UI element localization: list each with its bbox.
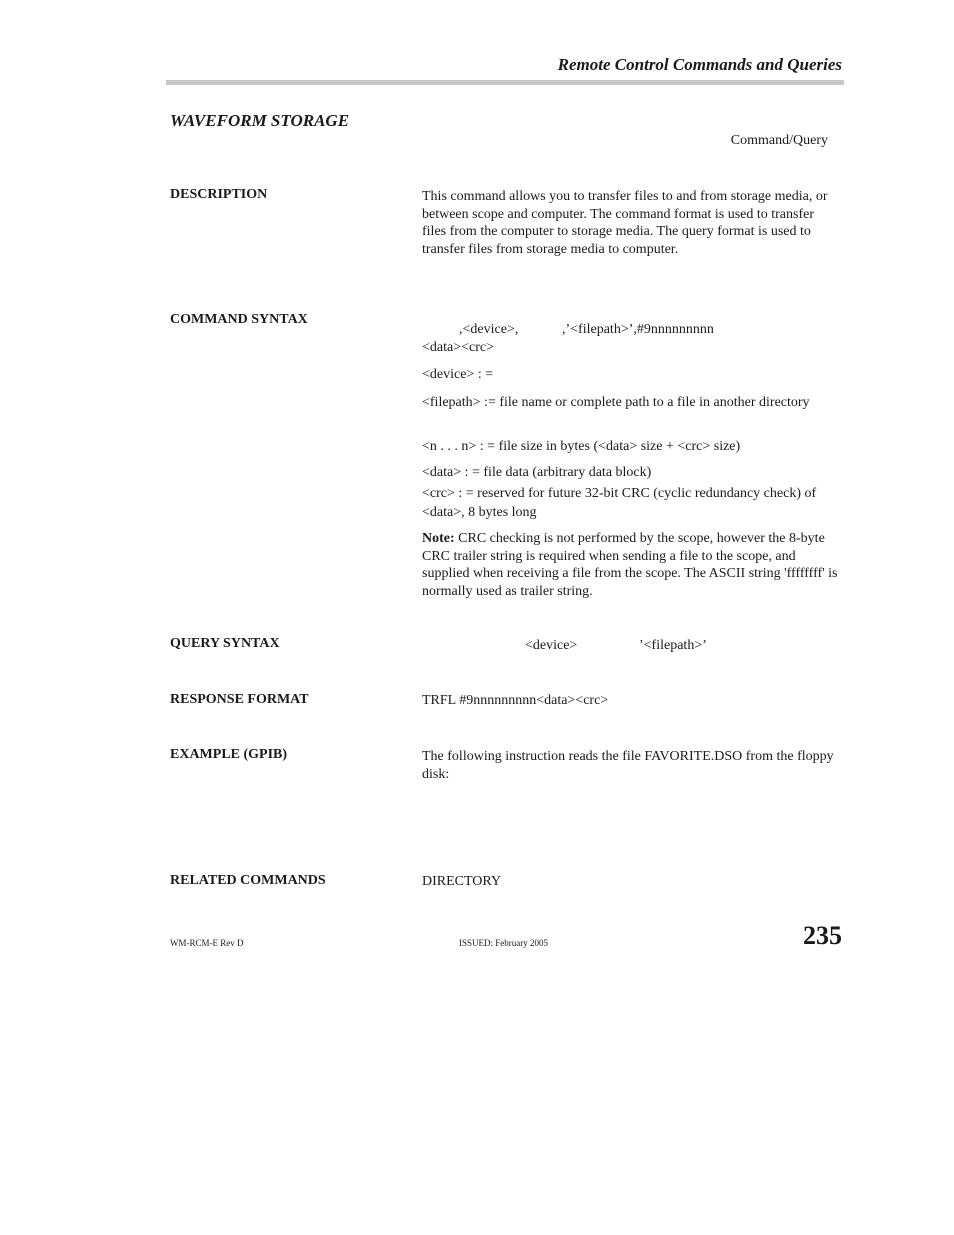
size-definition: <n . . . n> : = file size in bytes (<data> size + <crc> size) bbox=[422, 439, 741, 454]
related-commands-label: RELATED COMMANDS bbox=[170, 873, 326, 888]
related-commands-text: DIRECTORY bbox=[422, 874, 502, 889]
data-definition: <data> : = file data (arbitrary data block) bbox=[422, 465, 652, 480]
command-syntax-line-2: <data><crc> bbox=[422, 340, 494, 355]
running-header-title: Remote Control Commands and Queries bbox=[557, 55, 842, 74]
response-format-label: RESPONSE FORMAT bbox=[170, 692, 309, 707]
query-syntax-device: <device> bbox=[525, 638, 578, 653]
query-syntax-filepath: ’<filepath>’ bbox=[639, 638, 707, 653]
section-title: WAVEFORM STORAGE bbox=[170, 111, 350, 130]
response-format-text: TRFL #9nnnnnnnnn<data><crc> bbox=[422, 693, 609, 708]
example-label: EXAMPLE (GPIB) bbox=[170, 747, 288, 762]
command-syntax-device-part: ,<device>, bbox=[459, 322, 519, 337]
footer-doc-id: WM-RCM-E Rev D bbox=[170, 938, 244, 948]
query-syntax-label: QUERY SYNTAX bbox=[170, 636, 280, 651]
page-number: 235 bbox=[803, 921, 842, 950]
description-text: This command allows you to transfer files to and from storage media, or between scope and computer. The command format is used to transfer files from the computer to storage media. The query format is used to transfer files from storage media to computer. bbox=[422, 189, 828, 257]
footer-issued-date: ISSUED: February 2005 bbox=[459, 938, 548, 948]
description-label: DESCRIPTION bbox=[170, 187, 268, 202]
filepath-definition: <filepath> := file name or complete path to a file in another directory bbox=[422, 395, 810, 410]
command-type-label: Command/Query bbox=[730, 133, 828, 148]
example-text: The following instruction reads the file FAVORITE.DSO from the floppy disk: bbox=[422, 749, 834, 782]
command-syntax-label: COMMAND SYNTAX bbox=[170, 312, 308, 327]
crc-definition: <crc> : = reserved for future 32-bit CRC (cyclic redundancy check) of <data>, 8 bytes long bbox=[422, 486, 817, 520]
note-text: CRC checking is not performed by the scope, however the 8-byte CRC trailer string is required when sending a file to the scope, and supplied when receiving a file from the scope. The ASCII string 'ffffffff' is normally used as trailer string. bbox=[422, 531, 838, 599]
note-label: Note: bbox=[422, 531, 455, 546]
device-definition: <device> : = bbox=[422, 367, 494, 382]
header-rule bbox=[166, 80, 844, 85]
command-syntax-filepath-part: ,’<filepath>’,#9nnnnnnnnn bbox=[562, 322, 714, 337]
crc-note bbox=[422, 530, 838, 600]
